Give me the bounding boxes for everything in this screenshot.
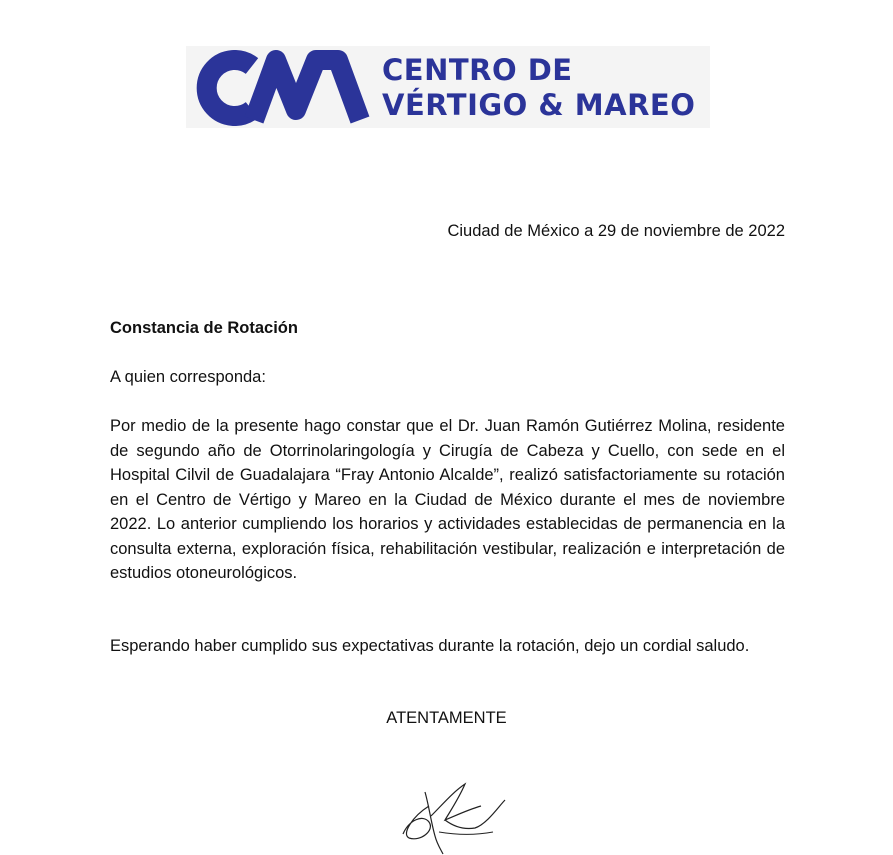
logo-line-2: VÉRTIGO & MAREO	[382, 88, 696, 122]
letter-subject: Constancia de Rotación	[110, 319, 298, 337]
letter-paragraph-1: Por medio de la presente hago constar que el Dr. Juan Ramón Gutiérrez Molina, residente de segundo año de Otorrinolaringología y Cirugía de Cabeza y Cuello, con sede en el Hospital Cilvil de Guadalajara “Fray Antonio Alcalde”, realizó satisfactoriamente su rotación en el Centro de Vértigo y Mareo en la Ciudad de México durante el mes de noviembre 2022. Lo anterior cumpliendo los horarios y actividades establecidas de permanencia en la consulta externa, exploración física, rehabilitación vestibular, realización e interpretación de estudios otoneurológicos.	[110, 417, 785, 582]
clinic-logo	[186, 46, 710, 128]
letter-date: Ciudad de México a 29 de noviembre de 2022	[447, 222, 785, 240]
cvm-monogram-icon	[192, 50, 372, 126]
handwritten-signature	[395, 776, 515, 855]
letter-closing: ATENTAMENTE	[386, 709, 507, 727]
letter-greeting: A quien corresponda:	[110, 368, 266, 386]
letter-paragraph-2: Esperando haber cumplido sus expectativas durante la rotación, dejo un cordial saludo.	[110, 637, 750, 655]
logo-wordmark	[382, 54, 695, 120]
logo-line-1: CENTRO DE	[382, 53, 573, 87]
